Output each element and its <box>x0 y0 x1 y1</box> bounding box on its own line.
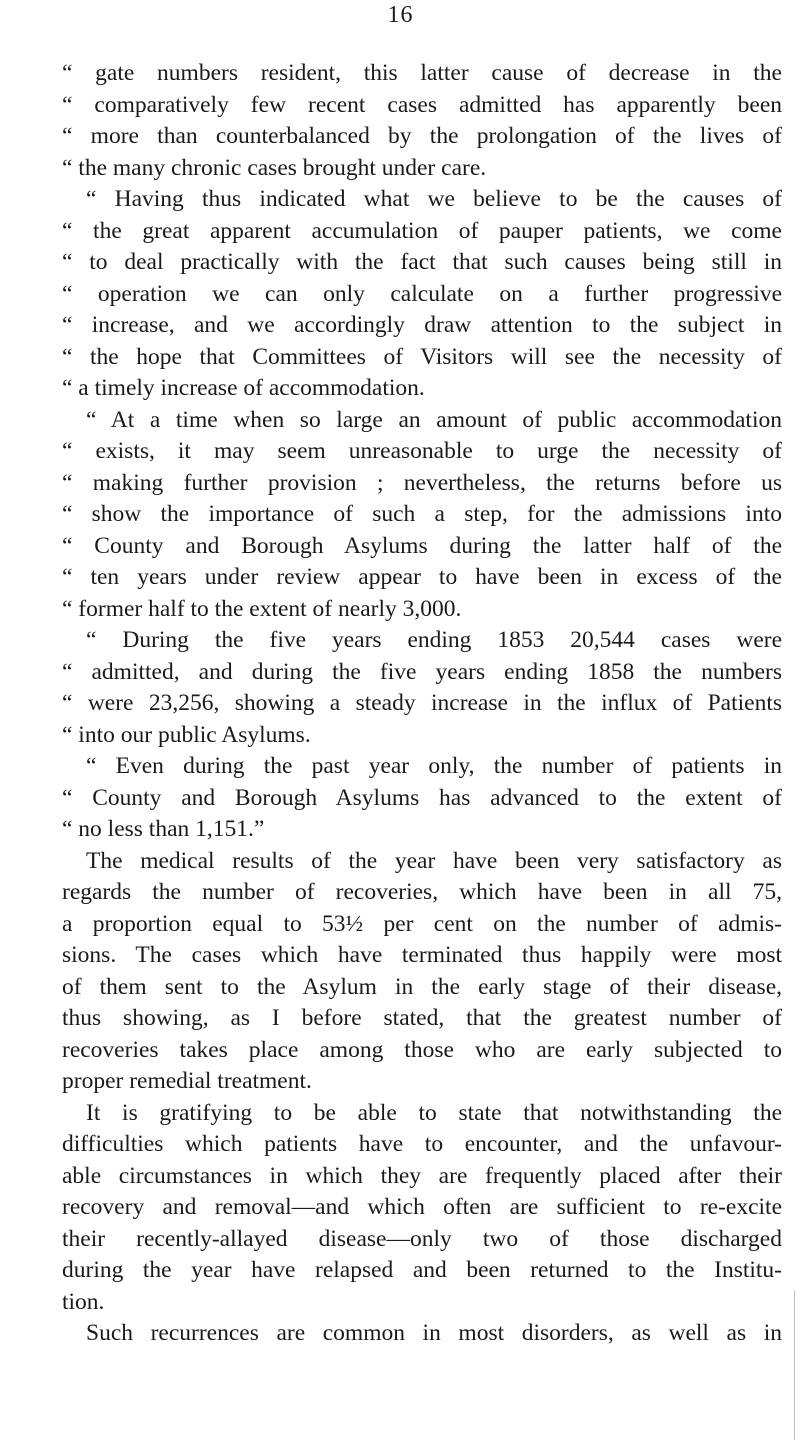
text-line: able circumstances in which they are frequently placed after their <box>62 1162 782 1189</box>
text-line: recovery and removal—and which often are sufficient to re-excite <box>62 1194 782 1220</box>
body-text <box>62 58 782 1350</box>
text-line: “ ten years under review appear to have been in excess of the <box>62 564 782 590</box>
text-line: “ no less than 1,151.” <box>62 816 265 842</box>
page-edge-divider <box>794 1290 795 1440</box>
text-line: “ more than counterbalanced by the prolongation of the lives of <box>62 123 782 149</box>
text-line: “ comparatively few recent cases admitted has apparently been <box>62 91 782 118</box>
text-line: The medical results of the year have been very satisfactory as <box>86 847 782 874</box>
text-line: “ Even during the past year only, the number of patients in <box>86 753 782 779</box>
text-line: “ County and Borough Asylums has advanced to the extent of <box>62 784 782 811</box>
text-line: “ operation we can only calculate on a further progressive <box>62 280 782 307</box>
text-line: “ the hope that Committees of Visitors will see the necessity of <box>62 343 782 370</box>
text-line: “ were 23,256, showing a steady increase in the influx of Patients <box>62 690 782 716</box>
text-line: “ making further provision ; nevertheless, the returns before us <box>62 469 782 496</box>
text-line: “ gate numbers resident, this latter cause of decrease in the <box>62 60 782 86</box>
text-line: of them sent to the Asylum in the early stage of their disease, <box>62 973 782 1000</box>
text-line: “ the many chronic cases brought under care. <box>62 154 487 181</box>
text-line: tion. <box>62 1288 105 1315</box>
text-line: “ exists, it may seem unreasonable to urge the necessity of <box>62 438 782 464</box>
text-line: “ the great apparent accumulation of pauper patients, we come <box>62 217 782 244</box>
text-line: “ County and Borough Asylums during the latter half of the <box>62 532 782 559</box>
text-line: a proportion equal to 53½ per cent on the number of admis- <box>62 910 782 937</box>
text-line: “ Having thus indicated what we believe to be the causes of <box>86 186 782 212</box>
text-line: “ a timely increase of accommodation. <box>62 375 425 401</box>
text-line: “ to deal practically with the fact that such causes being still in <box>62 249 782 275</box>
text-line: recoveries takes place among those who are early subjected to <box>62 1036 782 1063</box>
text-line: thus showing, as I before stated, that the greatest number of <box>62 1005 782 1031</box>
text-line: “ At a time when so large an amount of public accommodation <box>86 406 782 433</box>
text-line: difficulties which patients have to encounter, and the unfavour- <box>62 1131 782 1157</box>
page-number: 16 <box>387 2 414 28</box>
text-line: “ into our public Asylums. <box>62 721 311 748</box>
text-line: “ show the importance of such a step, for the admissions into <box>62 501 782 527</box>
text-line: sions. The cases which have terminated thus happily were most <box>62 942 782 968</box>
text-line: “ former half to the extent of nearly 3,000. <box>62 595 462 622</box>
text-line: “ increase, and we accordingly draw attention to the subject in <box>62 312 782 338</box>
text-line: “ admitted, and during the five years ending 1858 the numbers <box>62 658 782 685</box>
text-line: It is gratifying to be able to state that notwithstanding the <box>86 1099 782 1126</box>
text-line: “ During the five years ending 1853 20,544 cases were <box>86 627 782 653</box>
text-line: during the year have relapsed and been returned to the Institu- <box>62 1257 782 1283</box>
text-line: proper remedial treatment. <box>62 1068 312 1094</box>
text-line: Such recurrences are common in most disorders, as well as in <box>86 1320 782 1346</box>
text-line: their recently-allayed disease—only two of those discharged <box>62 1225 782 1252</box>
text-line: regards the number of recoveries, which have been in all 75, <box>62 879 782 905</box>
